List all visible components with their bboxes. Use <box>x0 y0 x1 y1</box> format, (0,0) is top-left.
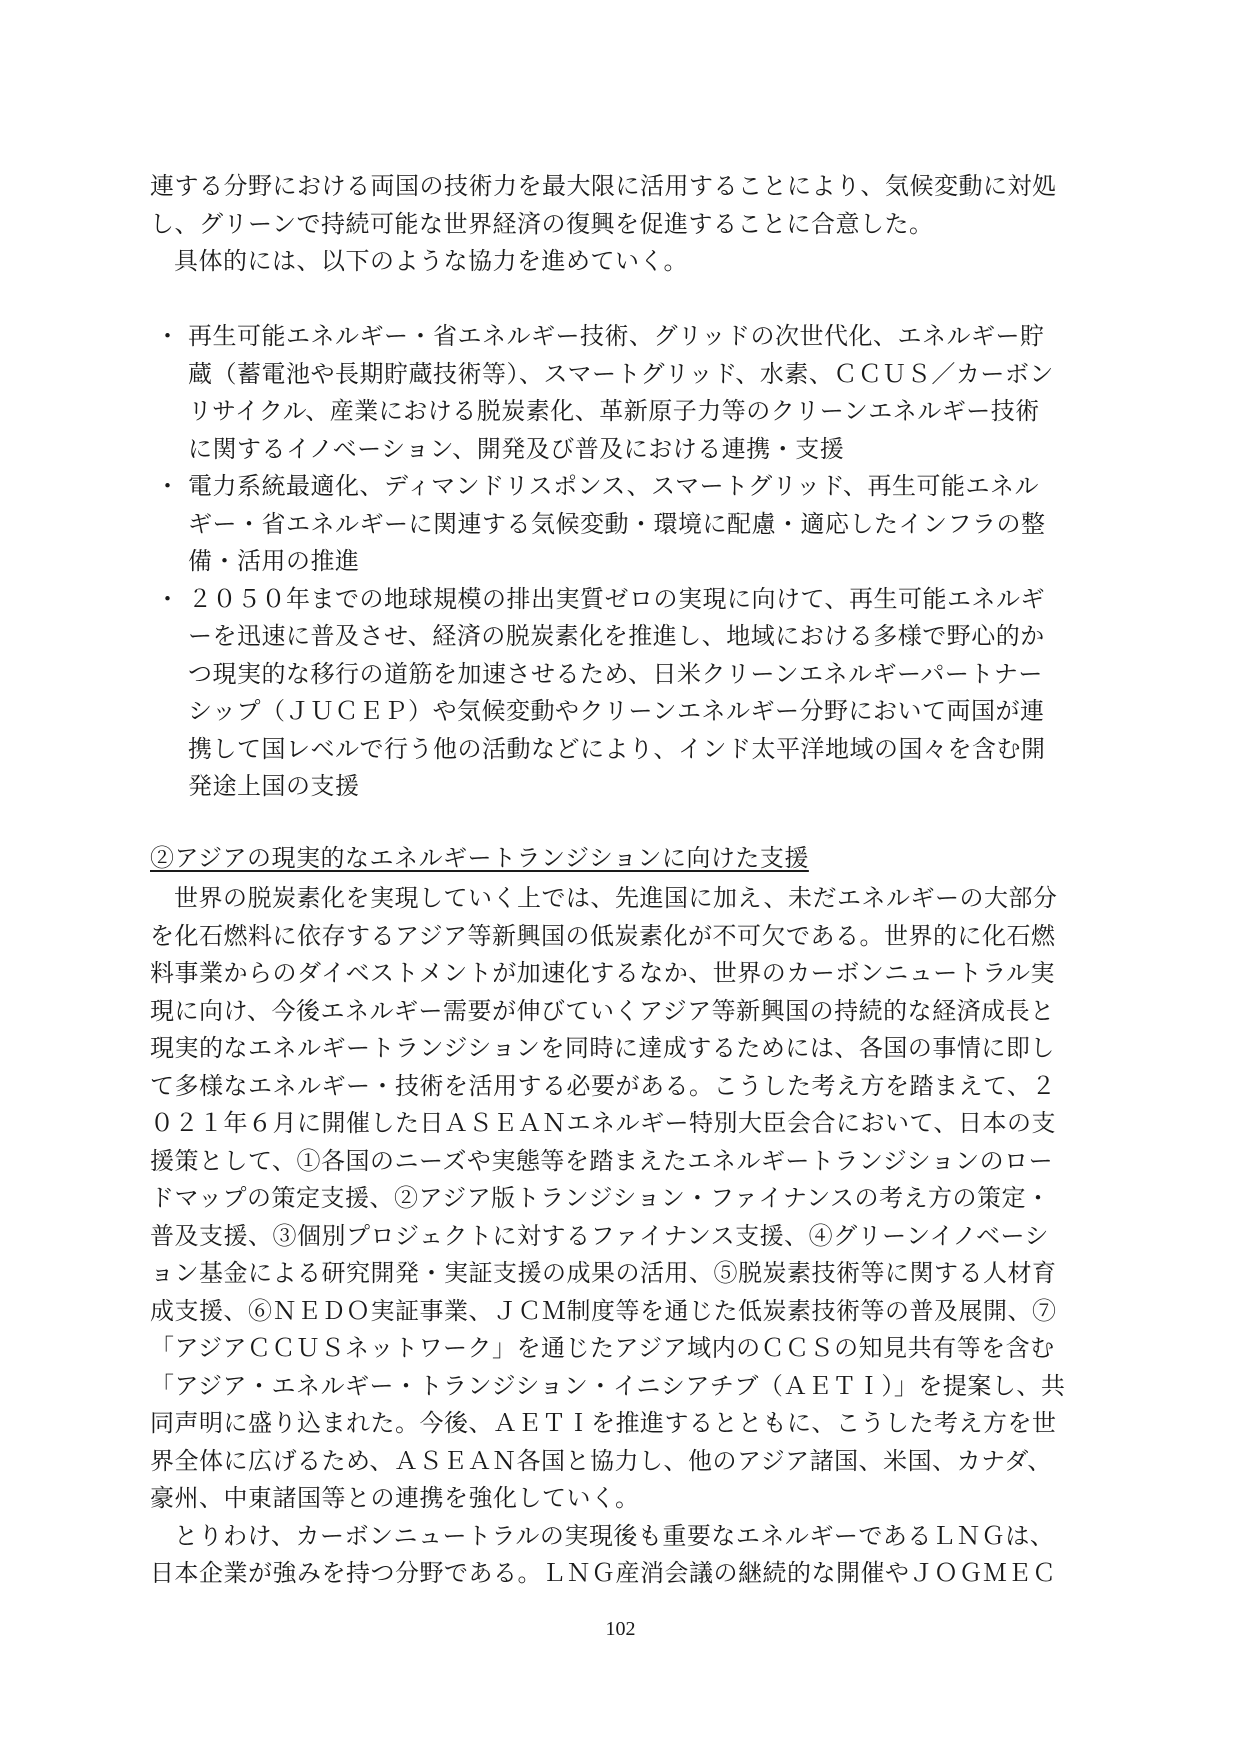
body-line: 「アジアＣＣＵＳネットワーク」を通じたアジア域内のＣＣＳの知見共有等を含む <box>150 1334 1055 1362</box>
bullet-line: 電力系統最適化、ディマンドリスポンス、スマートグリッド、再生可能エネル <box>188 472 1040 500</box>
body-line: 世界の脱炭素化を実現していく上では、先進国に加え、未だエネルギーの大部分 <box>174 884 1058 912</box>
body-line: て多様なエネルギー・技術を活用する必要がある。こうした考え方を踏まえて、２ <box>150 1071 1057 1100</box>
body-line: 援策として、①各国のニーズや実態等を踏まえたエネルギートランジションのロー <box>150 1146 1054 1175</box>
bullet-line: ２０５０年までの地球規模の排出実質ゼロの実現に向けて、再生可能エネルギ <box>188 584 1046 613</box>
bullet-line: ギー・省エネルギーに関連する気候変動・環境に配慮・適応したインフラの整 <box>188 509 1046 538</box>
body-line: 「アジア・エネルギー・トランジション・イニシアチブ（ＡＥＴＩ）」を提案し、共 <box>150 1371 1066 1400</box>
body-line: 同声明に盛り込まれた。今後、ＡＥＴＩを推進するとともに、こうした考え方を世 <box>150 1409 1057 1437</box>
intro-paragraph <box>150 168 1090 281</box>
bullet-item <box>150 468 1090 581</box>
bullet-mark: ・ <box>155 584 180 613</box>
bullet-text <box>188 468 1090 581</box>
bullet-line: 蔵（蓄電池や長期貯蔵技術等）、スマートグリッド、水素、ＣＣＵＳ／カーボン <box>188 359 1054 388</box>
body-line: を化石燃料に依存するアジア等新興国の低炭素化が不可欠である。世界的に化石燃 <box>150 921 1056 950</box>
bullet-line: に関するイノベーション、開発及び普及における連携・支援 <box>188 434 845 463</box>
body-line: 日本企業が強みを持つ分野である。ＬＮＧ産消会議の継続的な開催やＪＯＧＭＥＣ <box>150 1559 1057 1587</box>
section-body <box>150 880 1090 1593</box>
bullet-line: 携して国レベルで行う他の活動などにより、インド太平洋地域の国々を含む開 <box>188 734 1046 763</box>
bullet-line: ーを迅速に普及させ、経済の脱炭素化を推進し、地域における多様で野心的か <box>188 622 1045 650</box>
bullet-line: 発途上国の支援 <box>188 772 360 800</box>
body-line: 成支援、⑥ＮＥＤＯ実証事業、ＪＣＭ制度等を通じた低炭素技術等の普及展開、⑦ <box>150 1296 1057 1325</box>
bullet-line: つ現実的な移行の道筋を加速させるため、日米クリーンエネルギーパートナー <box>188 659 1043 688</box>
cooperation-bullet-list <box>150 318 1090 806</box>
body-line: 豪州、中東諸国等との連携を強化していく。 <box>150 1484 640 1512</box>
bullet-line: シップ（ＪＵＣＥＰ）や気候変動やクリーンエネルギー分野において両国が連 <box>188 697 1045 725</box>
intro-line: し、グリーンで持続可能な世界経済の復興を促進することに合意した。 <box>150 209 934 238</box>
bullet-item <box>150 318 1090 468</box>
intro-line: 連する分野における両国の技術力を最大限に活用することにより、気候変動に対処 <box>150 172 1057 200</box>
body-line: 現に向け、今後エネルギー需要が伸びていくアジア等新興国の持続的な経済成長と <box>150 996 1055 1025</box>
bullet-line: 再生可能エネルギー・省エネルギー技術、グリッドの次世代化、エネルギー貯 <box>188 322 1045 350</box>
bullet-line: 備・活用の推進 <box>188 547 360 575</box>
body-line: 現実的なエネルギートランジションを同時に達成するためには、各国の事情に即し <box>150 1034 1055 1062</box>
body-line: 料事業からのダイベストメントが加速化するなか、世界のカーボンニュートラル実 <box>150 959 1056 987</box>
bullet-mark: ・ <box>155 322 180 350</box>
bullet-text <box>188 318 1090 468</box>
body-line: ドマップの策定支援、②アジア版トランジション・ファイナンスの考え方の策定・ <box>150 1184 1051 1212</box>
body-line: とりわけ、カーボンニュートラルの実現後も重要なエネルギーであるＬＮＧは、 <box>174 1521 1055 1550</box>
bullet-text <box>188 581 1090 806</box>
intro-line: 具体的には、以下のような協力を進めていく。 <box>174 247 689 275</box>
section-heading: ②アジアの現実的なエネルギートランジションに向けた支援 <box>150 844 809 872</box>
body-line: ０２１年６月に開催した日ＡＳＥＡＮエネルギー特別大臣会合において、日本の支 <box>150 1109 1057 1137</box>
page-number: 102 <box>605 1618 636 1640</box>
bullet-item <box>150 581 1090 806</box>
bullet-line: リサイクル、産業における脱炭素化、革新原子力等のクリーンエネルギー技術 <box>188 397 1040 425</box>
body-line: 界全体に広げるため、ＡＳＥＡＮ各国と協力し、他のアジア諸国、米国、カナダ、 <box>150 1446 1052 1475</box>
bullet-mark: ・ <box>155 472 180 500</box>
body-line: ョン基金による研究開発・実証支援の成果の活用、⑤脱炭素技術等に関する人材育 <box>150 1259 1057 1287</box>
body-line: 普及支援、③個別プロジェクトに対するファイナンス支援、④グリーンイノベーシ <box>150 1221 1050 1250</box>
